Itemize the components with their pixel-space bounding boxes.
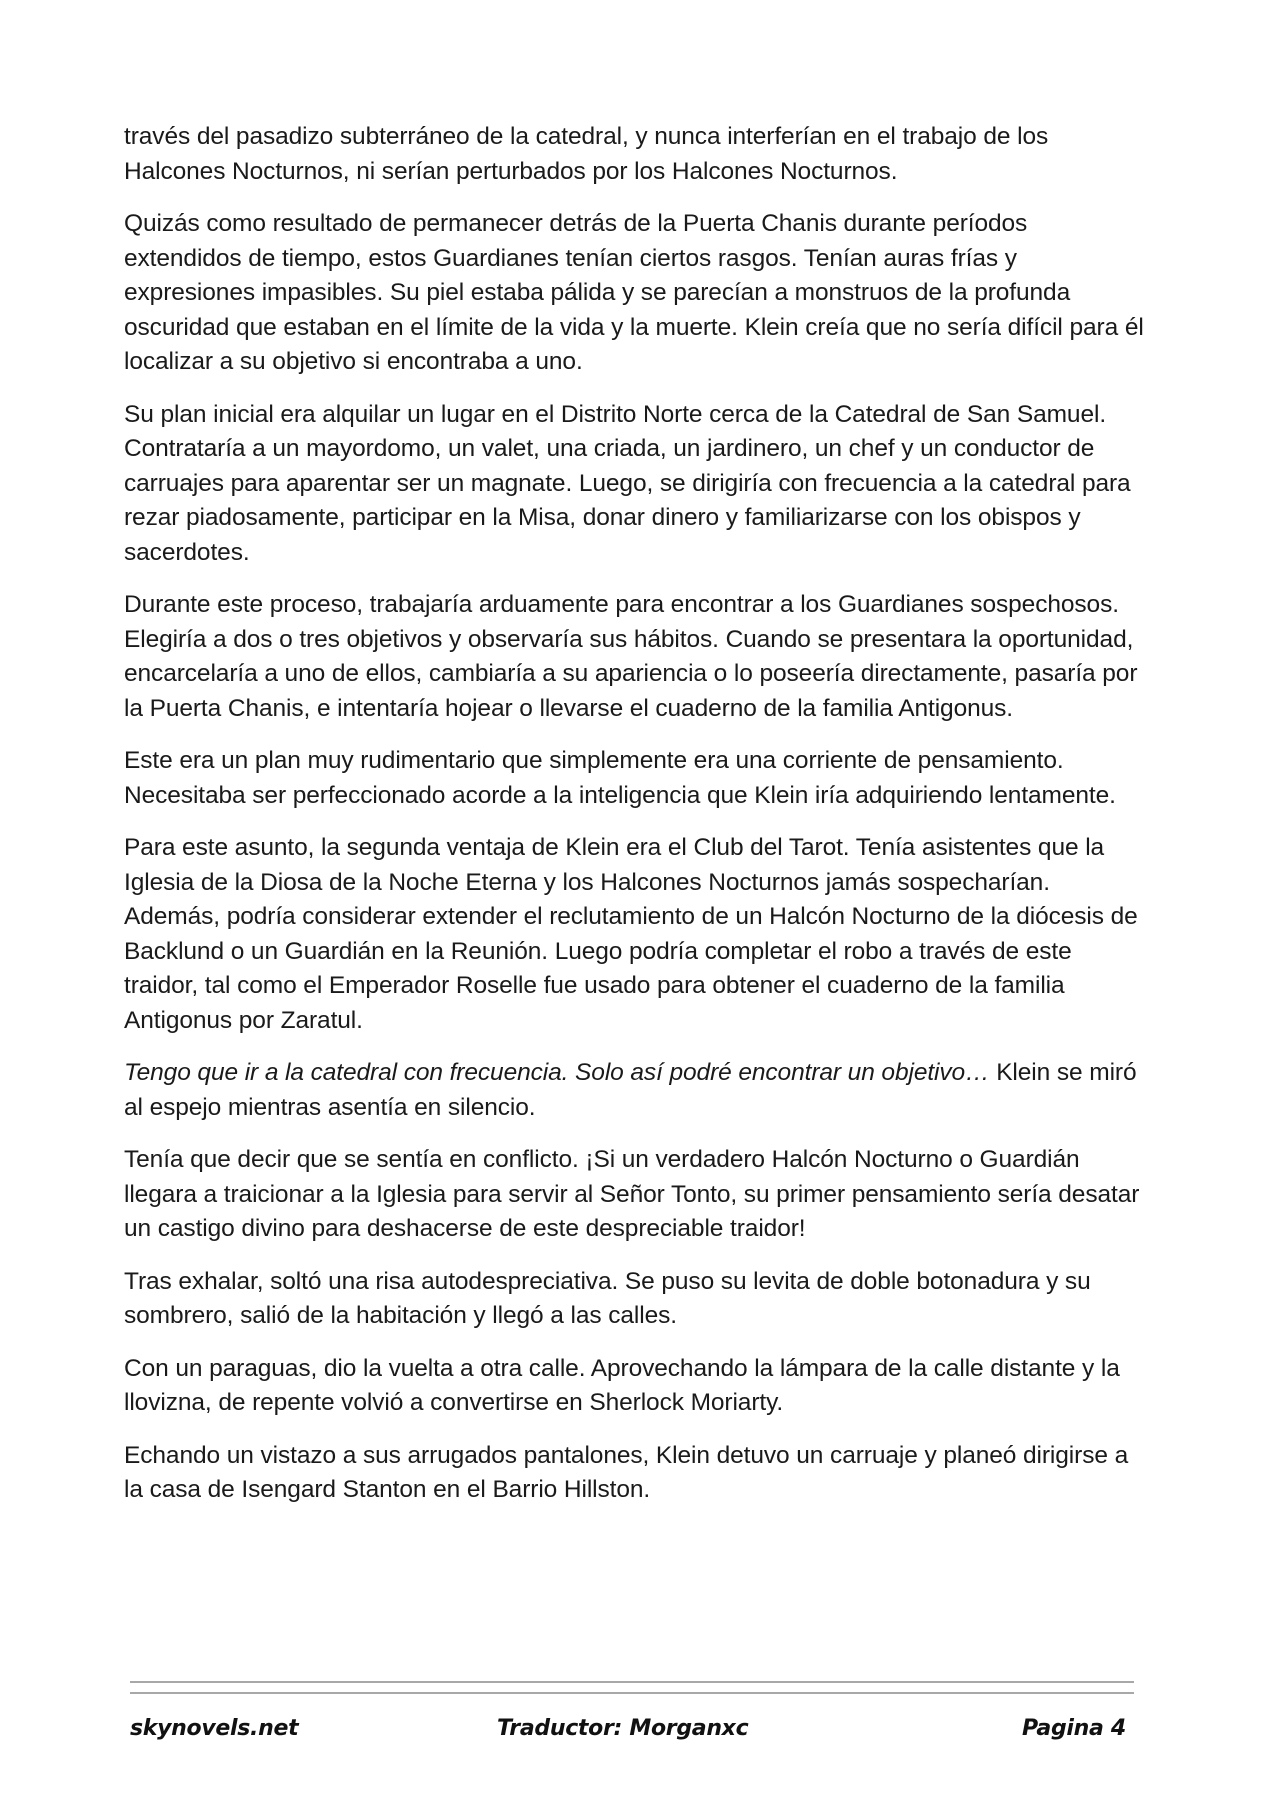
paragraph: Con un paraguas, dio la vuelta a otra calle. Aprovechando la lámpara de la calle distante y la llovizna, de repente volvió a convertirse en Sherlock Moriarty. [124,1354,1120,1416]
italic-thought: Tengo que ir a la catedral con frecuencia. Solo así podré encontrar un objetivo… [124,1059,990,1086]
paragraph: Para este asunto, la segunda ventaja de Klein era el Club del Tarot. Tenía asistentes que la Iglesia de la Diosa de la Noche Eterna y los Halcones Nocturnos jamás sospecharían. Además, podría considerar extender el reclutamiento de un Halcón Nocturno de la diócesis de Backlund o un Guardián en la Reunión. Luego podría completar el robo a través de este traidor, tal como el Emperador Roselle fue usado para obtener el cuaderno de la familia Antigonus por Zaratul. [124,834,1138,1034]
footer-page-number: Pagina 4 [1022,1716,1126,1741]
paragraph: Durante este proceso, trabajaría arduamente para encontrar a los Guardianes sospechosos. Elegiría a dos o tres objetivos y observaría sus hábitos. Cuando se presentara la oportunidad, encarcelaría a uno de ellos, cambiaría a su apariencia o lo poseería directamente, pasaría por la Puerta Chanis, e intentaría hojear o llevarse el cuaderno de la familia Antigonus. [124,591,1138,722]
footer-translator: Traductor: Morganxc [497,1716,749,1741]
paragraph: través del pasadizo subterráneo de la catedral, y nunca interferían en el trabajo de los Halcones Nocturnos, ni serían perturbados por los Halcones Nocturnos. [124,123,1049,185]
paragraph: Quizás como resultado de permanecer detrás de la Puerta Chanis durante períodos extendidos de tiempo, estos Guardianes tenían ciertos rasgos. Tenían auras frías y expresiones impasibles. Su piel estaba pálida y se parecían a monstruos de la profunda oscuridad que estaban en el límite de la vida y la muerte. Klein creía que no sería difícil para él localizar a su objetivo si encontraba a uno. [124,210,1144,375]
paragraph: Echando un vistazo a sus arrugados pantalones, Klein detuvo un carruaje y planeó dirigirse a la casa de Isengard Stanton en el Barrio Hillston. [124,1441,1129,1503]
footer-divider-bottom [130,1692,1134,1694]
paragraph: Tras exhalar, soltó una risa autodespreciativa. Se puso su levita de doble botonadura y su sombrero, salió de la habitación y llegó a las calles. [124,1267,1091,1329]
document-body [124,120,1144,1526]
footer-site-name: skynovels.net [130,1716,299,1741]
footer-divider-top [130,1681,1134,1683]
paragraph-continuation: Klein se miró al espejo mientras asentía en silencio. [124,1059,1137,1121]
paragraph: Tenía que decir que se sentía en conflicto. ¡Si un verdadero Halcón Nocturno o Guardián llegara a traicionar a la Iglesia para servir al Señor Tonto, su primer pensamiento sería desatar un castigo divino para deshacerse de este despreciable traidor! [124,1146,1140,1242]
paragraph: Este era un plan muy rudimentario que simplemente era una corriente de pensamiento. Necesitaba ser perfeccionado acorde a la inteligencia que Klein iría adquiriendo lentamente. [124,747,1116,809]
paragraph-with-italic-thought [124,1056,1144,1125]
paragraph: Su plan inicial era alquilar un lugar en el Distrito Norte cerca de la Catedral de San Samuel. Contrataría a un mayordomo, un valet, una criada, un jardinero, un chef y un conductor de carruajes para aparentar ser un magnate. Luego, se dirigiría con frecuencia a la catedral para rezar piadosamente, participar en la Misa, donar dinero y familiarizarse con los obispos y sacerdotes. [124,400,1131,566]
